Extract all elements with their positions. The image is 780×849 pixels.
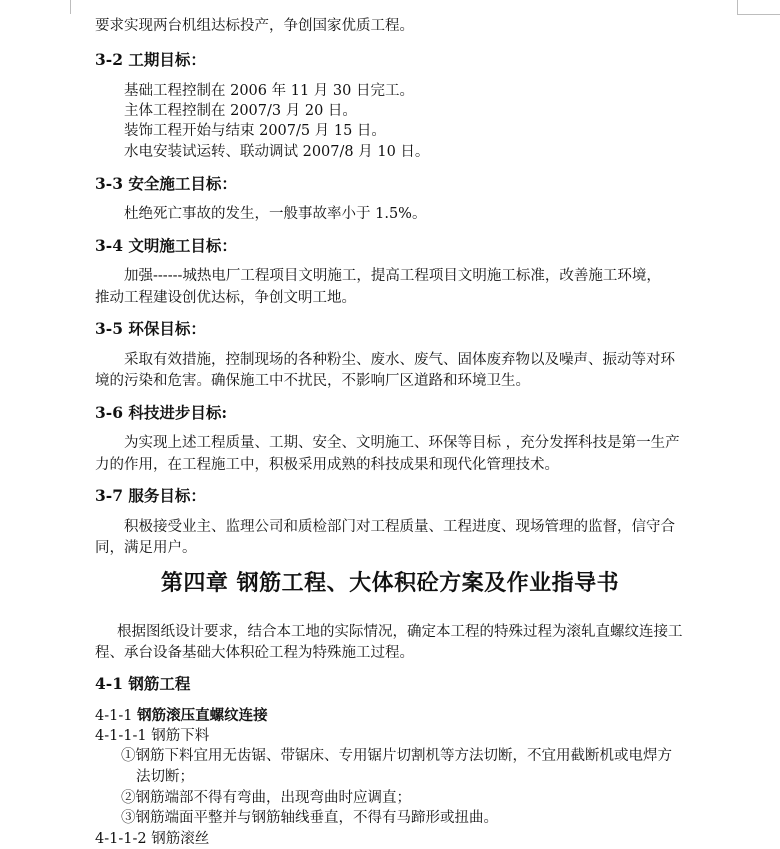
heading-3-3: 3-3 安全施工目标： (95, 174, 237, 193)
list-item: ③钢筋端面平整并与钢筋轴线垂直，不得有马蹄形或扭曲。 (121, 810, 498, 826)
heading-3-6: 3-6 科技进步目标: (95, 403, 228, 422)
heading-4-1: 4-1 钢筋工程 (95, 674, 191, 693)
list-item-continuation: 法切断； (136, 769, 194, 785)
paragraph-line: 装饰工程开始与结束 2007/5 月 15 日。 (124, 123, 386, 139)
crop-mark-top-right (737, 0, 738, 14)
paragraph-line: 水电安装试运转、联动调试 2007/8 月 10 日。 (124, 144, 430, 160)
intro-line: 要求实现两台机组达标投产，争创国家优质工程。 (95, 18, 414, 34)
heading-3-5: 3-5 环保目标： (95, 319, 206, 338)
paragraph-line: 推动工程建设创优达标，争创文明工地。 (95, 290, 356, 306)
heading-4-1-1 (95, 707, 268, 725)
heading-4-1-1-2: 4-1-1-2 钢筋滚丝 (95, 831, 210, 847)
heading-4-1-1-1: 4-1-1-1 钢筋下料 (95, 728, 210, 744)
heading-4-1-1-title: 钢筋滚压直螺纹连接 (137, 707, 268, 724)
paragraph-line: 主体工程控制在 2007/3 月 20 日。 (124, 103, 357, 119)
paragraph-line: 杜绝死亡事故的发生，一般事故率小于 1.5%。 (124, 206, 427, 222)
heading-3-7: 3-7 服务目标： (95, 486, 206, 505)
paragraph-line: 加强------城热电厂工程项目文明施工，提高工程项目文明施工标准，改善施工环境， (124, 268, 661, 284)
paragraph-line: 根据图纸设计要求，结合本工地的实际情况，确定本工程的特殊过程为滚轧直螺纹连接工 (117, 624, 683, 640)
list-item: ②钢筋端部不得有弯曲，出现弯曲时应调直； (121, 790, 411, 806)
list-item: ①钢筋下料宜用无齿锯、带锯床、专用锯片切割机等方法切断，不宜用截断机或电焊方 (121, 748, 672, 764)
paragraph-line: 积极接受业主、监理公司和质检部门对工程质量、工程进度、现场管理的监督，信守合 (124, 519, 675, 535)
chapter-title: 第四章 钢筋工程、大体积砼方案及作业指导书 (160, 570, 620, 596)
heading-3-2: 3-2 工期目标： (95, 50, 206, 69)
heading-4-1-1-number: 4-1-1 (95, 708, 138, 724)
paragraph-line: 程、承台设备基础大体积砼工程为特殊施工过程。 (95, 645, 414, 661)
paragraph-line: 为实现上述工程质量、工期、安全、文明施工、环保等目标 ，充分发挥科技是第一生产 (124, 435, 680, 451)
paragraph-line: 同，满足用户。 (95, 540, 197, 556)
paragraph-line: 基础工程控制在 2006 年 11 月 30 日完工。 (124, 83, 414, 99)
paragraph-line: 力的作用，在工程施工中，积极采用成熟的科技成果和现代化管理技术。 (95, 457, 559, 473)
paragraph-line: 采取有效措施，控制现场的各种粉尘、废水、废气、固体废弃物以及噪声、振动等对环 (124, 352, 675, 368)
crop-mark-top-left (70, 0, 71, 14)
crop-mark-top-right-horizontal (737, 14, 780, 15)
paragraph-line: 境的污染和危害。确保施工中不扰民，不影响厂区道路和环境卫生。 (95, 373, 530, 389)
heading-3-4: 3-4 文明施工目标： (95, 236, 237, 255)
